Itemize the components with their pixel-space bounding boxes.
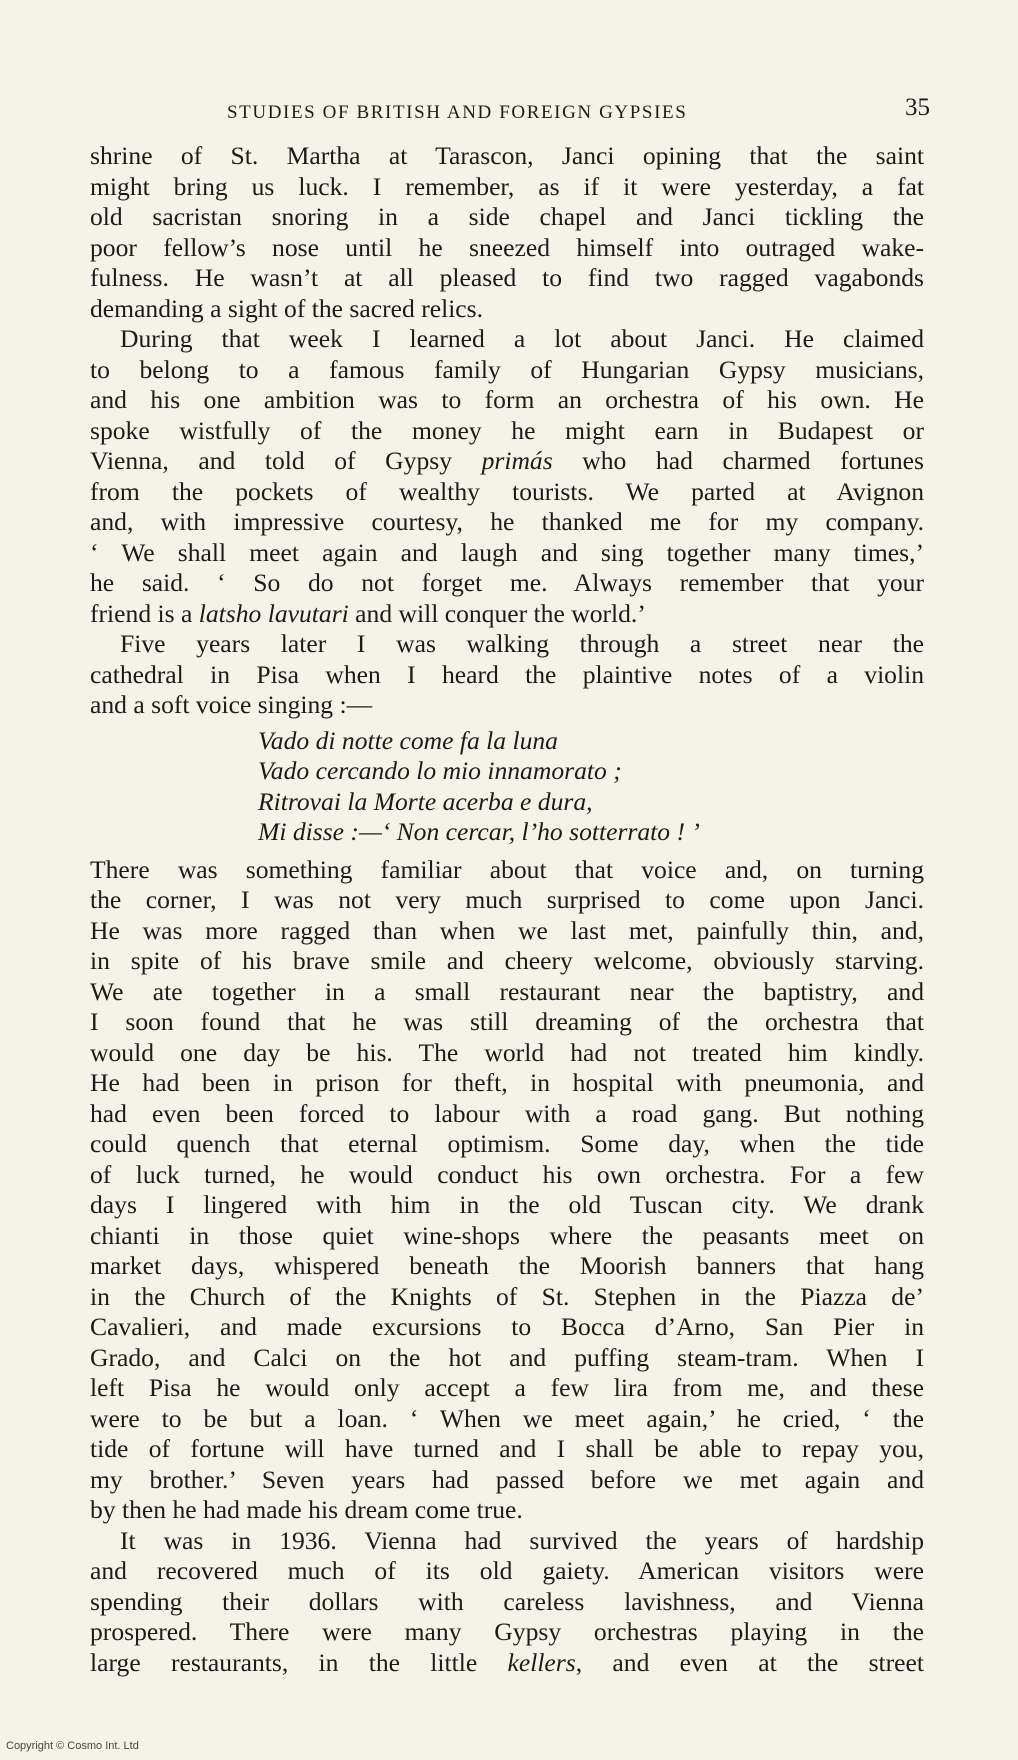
text-line: spoke wistfully of the money he might earn in Budapest or bbox=[90, 415, 924, 445]
paragraph bbox=[90, 324, 924, 629]
text-line: It was in 1936. Vienna had survived the years of hardship bbox=[120, 1525, 924, 1555]
text-line: and recovered much of its old gaiety. American visitors were bbox=[90, 1556, 924, 1585]
text-fragment: who had charmed fortunes bbox=[552, 446, 924, 475]
verse-block bbox=[90, 726, 924, 848]
text-line: Five years later I was walking through a street near the bbox=[120, 629, 924, 658]
body-text bbox=[90, 141, 924, 1678]
text-line: old sacristan snoring in a side chapel and Janci tickling the bbox=[90, 202, 924, 231]
italic-term: primás bbox=[481, 446, 553, 475]
verse-line: Ritrovai la Morte acerba e dura, bbox=[258, 786, 593, 816]
text-line: There was something familiar about that voice and, on turning bbox=[90, 854, 924, 884]
text-line: days I lingered with him in the old Tuscan city. We drank bbox=[90, 1190, 924, 1219]
text-line: and a soft voice singing :— bbox=[90, 690, 373, 719]
text-fragment: and will conquer the world.’ bbox=[348, 598, 646, 628]
text-line: We ate together in a small restaurant near the baptistry, and bbox=[90, 976, 924, 1006]
text-line: to belong to a famous family of Hungarian Gypsy musicians, bbox=[90, 354, 924, 384]
paragraph bbox=[90, 1526, 924, 1679]
text-line: prospered. There were many Gypsy orchestras playing in the bbox=[90, 1617, 924, 1646]
text-line: by then he had made his dream come true. bbox=[90, 1495, 523, 1524]
text-fragment: large restaurants, in the little bbox=[90, 1647, 508, 1677]
text-line bbox=[90, 599, 924, 630]
text-line: market days, whispered beneath the Moorish banners that hang bbox=[90, 1251, 924, 1280]
verse-line: Mi disse :—‘ Non cercar, l’ho sotterrato ! ’ bbox=[258, 817, 700, 846]
verse-line: Vado cercando lo mio innamorato ; bbox=[258, 756, 622, 785]
running-head: STUDIES OF BRITISH AND FOREIGN GYPSIES bbox=[227, 102, 688, 123]
text-fragment: , and even at the street bbox=[575, 1647, 924, 1677]
text-line: he said. ‘ So do not forget me. Always remember that your bbox=[90, 568, 924, 597]
verse-line: Vado di notte come fa la luna bbox=[258, 725, 558, 755]
text-line: spending their dollars with careless lavishness, and Vienna bbox=[90, 1586, 924, 1616]
text-line: demanding a sight of the sacred relics. bbox=[90, 293, 484, 323]
paragraph bbox=[90, 141, 924, 324]
text-line: my brother.’ Seven years had passed before we met again and bbox=[90, 1464, 924, 1494]
text-line: left Pisa he would only accept a few lira from me, and these bbox=[90, 1373, 924, 1402]
text-line: might bring us luck. I remember, as if it were yesterday, a fat bbox=[90, 171, 924, 201]
text-line: shrine of St. Martha at Tarascon, Janci opining that the saint bbox=[90, 141, 924, 170]
text-line: chianti in those quiet wine-shops where the peasants meet on bbox=[90, 1220, 924, 1250]
copyright-notice: Copyright © Cosmo Int. Ltd bbox=[6, 1740, 139, 1752]
text-line: He was more ragged than when we last met, painfully thin, and, bbox=[90, 915, 924, 945]
text-line: in spite of his brave smile and cheery welcome, obviously starving. bbox=[90, 946, 924, 975]
text-line: ‘ We shall meet again and laugh and sing together many times,’ bbox=[90, 537, 924, 567]
page-header bbox=[90, 94, 930, 128]
text-line: in the Church of the Knights of St. Stephen in the Piazza de’ bbox=[90, 1281, 924, 1311]
text-line: and, with impressive courtesy, he thanked me for my company. bbox=[90, 507, 924, 536]
italic-term: latsho lavutari bbox=[198, 598, 349, 628]
paragraph bbox=[90, 629, 924, 721]
text-line: I soon found that he was still dreaming of the orchestra that bbox=[90, 1007, 924, 1036]
text-line: poor fellow’s nose until he sneezed himself into outraged wake- bbox=[90, 232, 924, 262]
text-fragment: Vienna, and told of Gypsy bbox=[90, 446, 482, 475]
text-line: Cavalieri, and made excursions to Bocca d’Arno, San Pier in bbox=[90, 1312, 924, 1341]
text-line: from the pockets of wealthy tourists. We parted at Avignon bbox=[90, 476, 924, 506]
text-line: During that week I learned a lot about Janci. He claimed bbox=[120, 324, 924, 353]
text-line: would one day be his. The world had not treated him kindly. bbox=[90, 1037, 924, 1067]
text-line: the corner, I was not very much surprised to come upon Janci. bbox=[90, 885, 924, 914]
text-fragment: friend is a bbox=[90, 598, 199, 628]
text-line: of luck turned, he would conduct his own orchestra. For a few bbox=[90, 1159, 924, 1189]
text-line: and his one ambition was to form an orchestra of his own. He bbox=[90, 385, 924, 414]
text-line bbox=[90, 446, 924, 477]
text-line: Grado, and Calci on the hot and puffing steam-tram. When I bbox=[90, 1342, 924, 1372]
text-line: cathedral in Pisa when I heard the plaintive notes of a violin bbox=[90, 659, 924, 689]
text-line bbox=[90, 1648, 924, 1679]
text-line: could quench that eternal optimism. Some day, when the tide bbox=[90, 1129, 924, 1158]
page-number: 35 bbox=[905, 94, 930, 121]
paragraph bbox=[90, 855, 924, 1526]
italic-term: kellers bbox=[507, 1647, 576, 1677]
text-line: He had been in prison for theft, in hospital with pneumonia, and bbox=[90, 1068, 924, 1097]
text-line: tide of fortune will have turned and I shall be able to repay you, bbox=[90, 1434, 924, 1463]
text-line: were to be but a loan. ‘ When we meet again,’ he cried, ‘ the bbox=[90, 1403, 924, 1433]
text-line: had even been forced to labour with a road gang. But nothing bbox=[90, 1098, 924, 1128]
text-line: fulness. He wasn’t at all pleased to find two ragged vagabonds bbox=[90, 263, 924, 292]
